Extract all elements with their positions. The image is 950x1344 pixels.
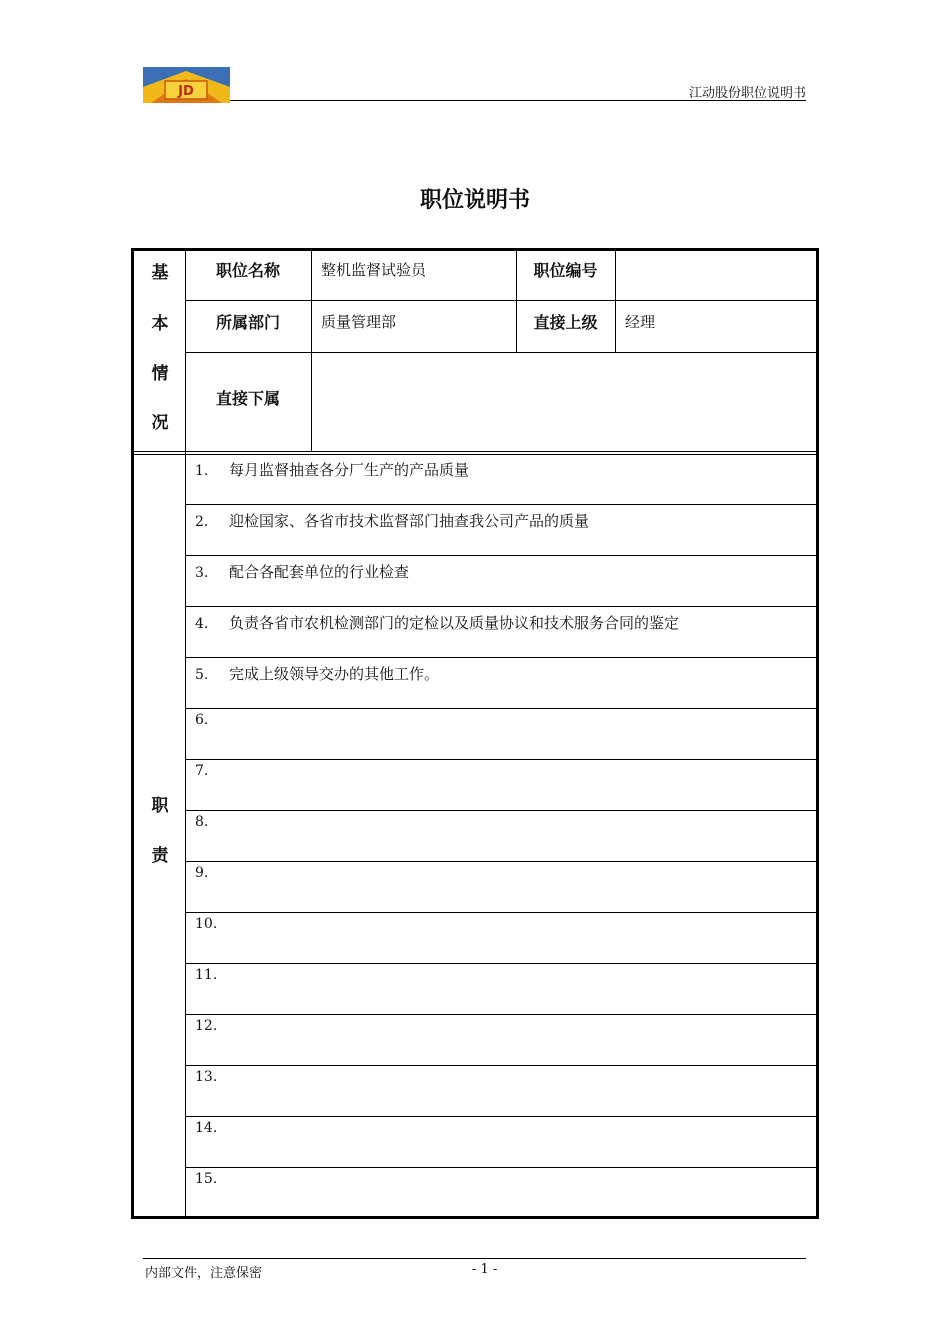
duties-section-char: 职 (151, 796, 169, 816)
duty-item (195, 459, 469, 480)
duty-number: 9. (195, 865, 209, 881)
table-divider (185, 606, 817, 607)
table-divider (311, 250, 312, 452)
table-divider (185, 810, 817, 811)
duty-text: 负责各省市农机检测部门的定检以及质量协议和技术服务合同的鉴定 (229, 614, 680, 632)
duty-number: 2. (195, 514, 209, 530)
table-divider (185, 708, 817, 709)
duty-item (195, 914, 229, 932)
table-divider (185, 1167, 817, 1168)
table-divider (185, 504, 817, 505)
supervisor-value: 经理 (625, 313, 656, 331)
table-divider (615, 250, 616, 352)
department-label: 所属部门 (215, 313, 280, 332)
table-divider (185, 1065, 817, 1066)
table-divider (185, 1014, 817, 1015)
duty-item (195, 1169, 229, 1187)
duty-number: 10. (195, 916, 218, 932)
duty-item (195, 812, 229, 830)
position-name-label: 职位名称 (215, 261, 280, 280)
duty-item (195, 1118, 229, 1136)
section-divider (133, 454, 817, 455)
footer-rule (143, 1258, 806, 1259)
duty-item (195, 965, 229, 983)
duty-number: 3. (195, 565, 209, 581)
duty-text: 配合各配套单位的行业检查 (229, 563, 410, 581)
duty-number: 6. (195, 712, 209, 728)
duty-text: 每月监督抽查各分厂生产的产品质量 (229, 461, 470, 479)
table-divider (185, 963, 817, 964)
logo-lettering: JD (178, 84, 194, 99)
header-title: 江动股份职位说明书 (688, 86, 806, 101)
subordinates-label: 直接下属 (215, 389, 280, 408)
duty-item (195, 1067, 229, 1085)
job-description-table (131, 248, 819, 1219)
company-logo (143, 67, 230, 103)
page-number: - 1 - (472, 1262, 498, 1277)
duty-item (195, 612, 679, 633)
table-divider (185, 352, 817, 353)
page-title: 职位说明书 (419, 188, 530, 213)
table-divider (185, 861, 817, 862)
duty-number: 15. (195, 1171, 218, 1187)
duty-number: 4. (195, 616, 209, 632)
duty-number: 11. (195, 967, 218, 983)
duty-item (195, 510, 589, 531)
duty-item (195, 663, 439, 684)
duty-item (195, 761, 229, 779)
department-value: 质量管理部 (321, 313, 397, 331)
duty-item (195, 1016, 229, 1034)
table-divider (185, 555, 817, 556)
table-divider (185, 300, 817, 301)
basic-section-char: 况 (151, 413, 169, 433)
duty-item (195, 561, 409, 582)
basic-section-char: 情 (151, 364, 169, 384)
table-divider (185, 759, 817, 760)
duties-section-char: 责 (151, 846, 169, 866)
basic-section-char: 基 (151, 263, 169, 283)
duty-item (195, 863, 229, 881)
duty-number: 5. (195, 667, 209, 683)
footer-confidential: 内部文件，注意保密 (145, 1266, 263, 1281)
position-name-value: 整机监督试验员 (321, 261, 427, 279)
duty-number: 7. (195, 763, 209, 779)
duty-number: 14. (195, 1120, 218, 1136)
table-divider (185, 1116, 817, 1117)
duty-number: 13. (195, 1069, 218, 1085)
position-code-label: 职位编号 (533, 261, 598, 280)
duty-text: 迎检国家、各省市技术监督部门抽查我公司产品的质量 (229, 512, 590, 530)
supervisor-label: 直接上级 (533, 313, 598, 332)
duty-item (195, 710, 229, 728)
duty-number: 1. (195, 463, 209, 479)
duty-number: 12. (195, 1018, 218, 1034)
section-divider (133, 451, 817, 452)
table-divider (185, 657, 817, 658)
duty-text: 完成上级领导交办的其他工作。 (229, 665, 440, 683)
table-divider (185, 912, 817, 913)
basic-section-char: 本 (151, 314, 169, 334)
duty-number: 8. (195, 814, 209, 830)
